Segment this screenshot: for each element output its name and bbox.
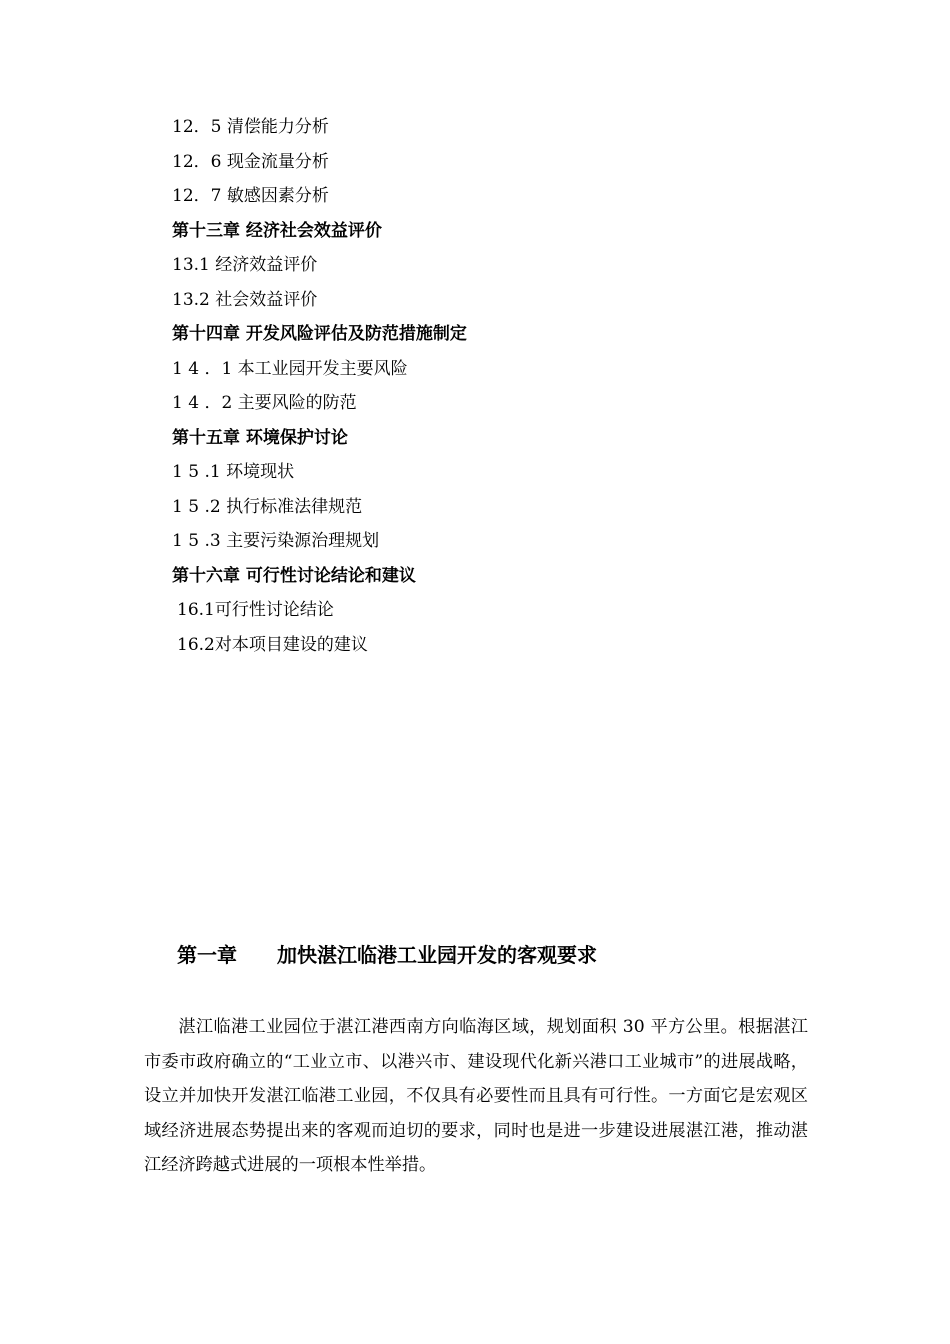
toc-entry: 1 5 .3 主要污染源治理规划 xyxy=(172,531,380,551)
toc-entry: 1 5 .2 执行标准法律规范 xyxy=(172,496,363,517)
toc-entry: 16.2对本项目建设的建议 xyxy=(177,634,368,655)
toc-entry: 13.1 经济效益评价 xyxy=(172,255,318,275)
toc-chapter-entry: 第十六章 可行性讨论结论和建议 xyxy=(172,565,416,586)
toc-chapter-entry: 第十五章 环境保护讨论 xyxy=(172,427,348,448)
toc-chapter-entry: 第十四章 开发风险评估及防范措施制定 xyxy=(172,324,467,344)
toc-chapter-entry: 第十三章 经济社会效益评价 xyxy=(172,220,382,241)
toc-entry: 16.1可行性讨论结论 xyxy=(177,600,334,620)
toc-entry: 1 5 .1 环境现状 xyxy=(172,462,295,482)
toc-entry: 1 4 ．1 本工业园开发主要风险 xyxy=(172,358,408,379)
toc-entry: 12．6 现金流量分析 xyxy=(172,151,329,172)
toc-entry: 13.2 社会效益评价 xyxy=(172,289,318,310)
chapter-heading xyxy=(177,938,597,972)
toc-entry: 12．5 清偿能力分析 xyxy=(172,117,329,137)
body-paragraph: 湛江临港工业园位于湛江港西南方向临海区域，规划面积 30 平方公里。根据湛江市委市政府确立的“工业立市、以港兴市、建设现代化新兴港口工业城市”的进展战略，设立并加快开发湛江临港工业园，不仅具有必要性而且具有可行性。一方面它是宏观区域经济进展态势提出来的客观而迫切的要求，同时也是进一步建设进展湛江港，推动湛江经济跨越式进展的一项根本性举措。 xyxy=(144,1017,808,1175)
table-of-contents xyxy=(172,110,822,662)
toc-entry: 1 4 ．2 主要风险的防范 xyxy=(172,393,357,413)
chapter-title-text: 加快湛江临港工业园开发的客观要求 xyxy=(277,943,597,967)
chapter-number: 第一章 xyxy=(177,943,237,967)
toc-entry: 12．7 敏感因素分析 xyxy=(172,186,329,206)
